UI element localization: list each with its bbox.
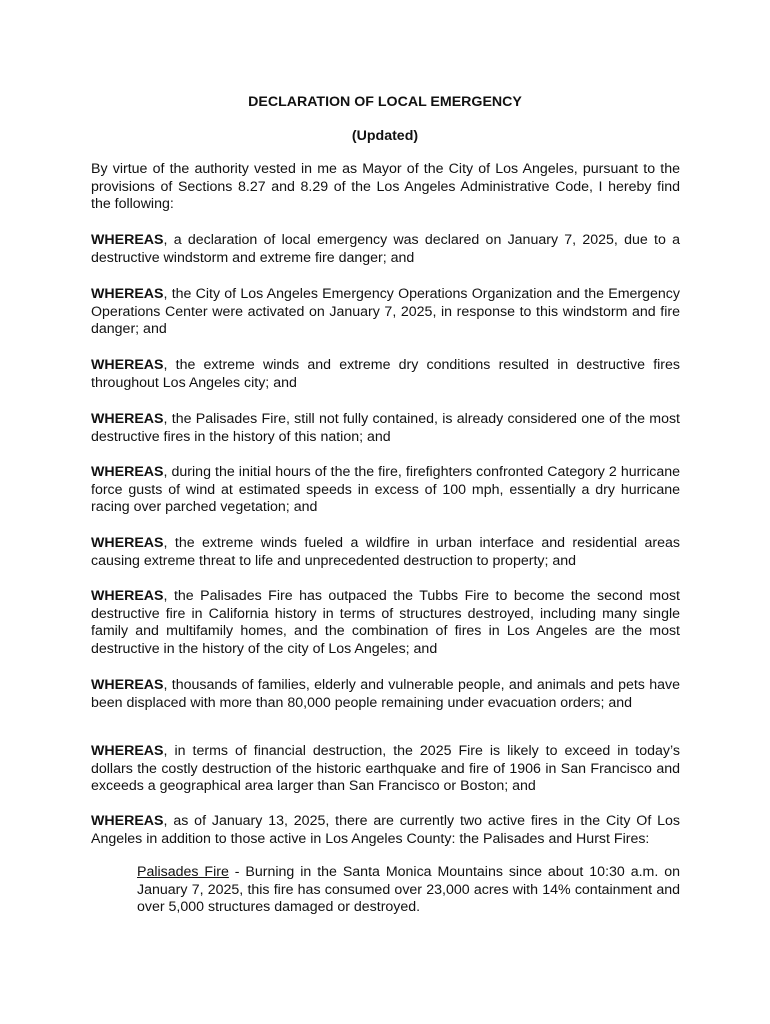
- whereas-paragraph-10: [91, 813, 680, 848]
- whereas-text: , the extreme winds fueled a wildfire in urban interface and residential areas causing extreme threat to life and unprecedented destruction to property; and: [91, 535, 680, 569]
- whereas-paragraph-5: [91, 464, 680, 517]
- whereas-keyword: WHEREAS: [91, 286, 164, 302]
- whereas-text: , the City of Los Angeles Emergency Operations Organization and the Emergency Operations Center were activated on January 7, 2025, in response to this windstorm and fire danger; and: [91, 286, 680, 338]
- intro-text: By virtue of the authority vested in me as Mayor of the City of Los Angeles, pursuant to the provisions of Sections 8.27 and 8.29 of the Los Angeles Administrative Code, I hereby find the following:: [91, 161, 680, 213]
- palisades-fire-text: - Burning in the Santa Monica Mountains since about 10:30 a.m. on January 7, 2025, this fire has consumed over 23,000 acres with 14% containment and over 5,000 structures damaged or destroyed.: [137, 864, 680, 916]
- whereas-paragraph-9: [91, 743, 680, 796]
- whereas-keyword: WHEREAS: [91, 743, 164, 759]
- whereas-text: , a declaration of local emergency was declared on January 7, 2025, due to a destructive windstorm and extreme fire danger; and: [91, 232, 680, 266]
- whereas-keyword: WHEREAS: [91, 588, 164, 604]
- whereas-keyword: WHEREAS: [91, 677, 164, 693]
- whereas-text: , the extreme winds and extreme dry conditions resulted in destructive fires throughout Los Angeles city; and: [91, 357, 680, 391]
- whereas-paragraph-7: [91, 588, 680, 658]
- intro-paragraph: [91, 161, 680, 214]
- whereas-paragraph-8: [91, 677, 680, 712]
- document-title: DECLARATION OF LOCAL EMERGENCY: [248, 94, 522, 110]
- whereas-paragraph-6: [91, 535, 680, 570]
- whereas-text: , in terms of financial destruction, the 2025 Fire is likely to exceed in today’s dollars the costly destruction of the historic earthquake and fire of 1906 in San Francisco and exceeds a geographical area larger than San Francisco or Boston; and: [91, 743, 680, 795]
- palisades-fire-label: Palisades Fire: [137, 864, 229, 880]
- whereas-keyword: WHEREAS: [91, 535, 164, 551]
- whereas-paragraph-3: [91, 357, 680, 392]
- whereas-text: , the Palisades Fire, still not fully contained, is already considered one of the most destructive fires in the history of this nation; and: [91, 411, 680, 445]
- whereas-paragraph-2: [91, 286, 680, 339]
- whereas-keyword: WHEREAS: [91, 232, 164, 248]
- whereas-text: , as of January 13, 2025, there are currently two active fires in the City Of Los Angeles in addition to those active in Los Angeles County: the Palisades and Hurst Fires:: [91, 813, 680, 847]
- whereas-text: , the Palisades Fire has outpaced the Tubbs Fire to become the second most destructive fire in California history in terms of structures destroyed, including many single family and multifamily homes, and the combination of fires in Los Angeles are the most destructive in the history of the city of Los Angeles; and: [91, 588, 680, 657]
- whereas-text: , thousands of families, elderly and vulnerable people, and animals and pets have been displaced with more than 80,000 people remaining under evacuation orders; and: [91, 677, 680, 711]
- whereas-keyword: WHEREAS: [91, 813, 164, 829]
- whereas-paragraph-4: [91, 411, 680, 446]
- whereas-keyword: WHEREAS: [91, 411, 164, 427]
- whereas-text: , during the initial hours of the the fire, firefighters confronted Category 2 hurricane force gusts of wind at estimated speeds in excess of 100 mph, essentially a dry hurricane racing over parched vegetation; and: [91, 464, 680, 516]
- palisades-fire-paragraph: [137, 864, 680, 917]
- whereas-keyword: WHEREAS: [91, 357, 164, 373]
- whereas-keyword: WHEREAS: [91, 464, 164, 480]
- document-subtitle: (Updated): [351, 128, 419, 144]
- whereas-paragraph-1: [91, 232, 680, 267]
